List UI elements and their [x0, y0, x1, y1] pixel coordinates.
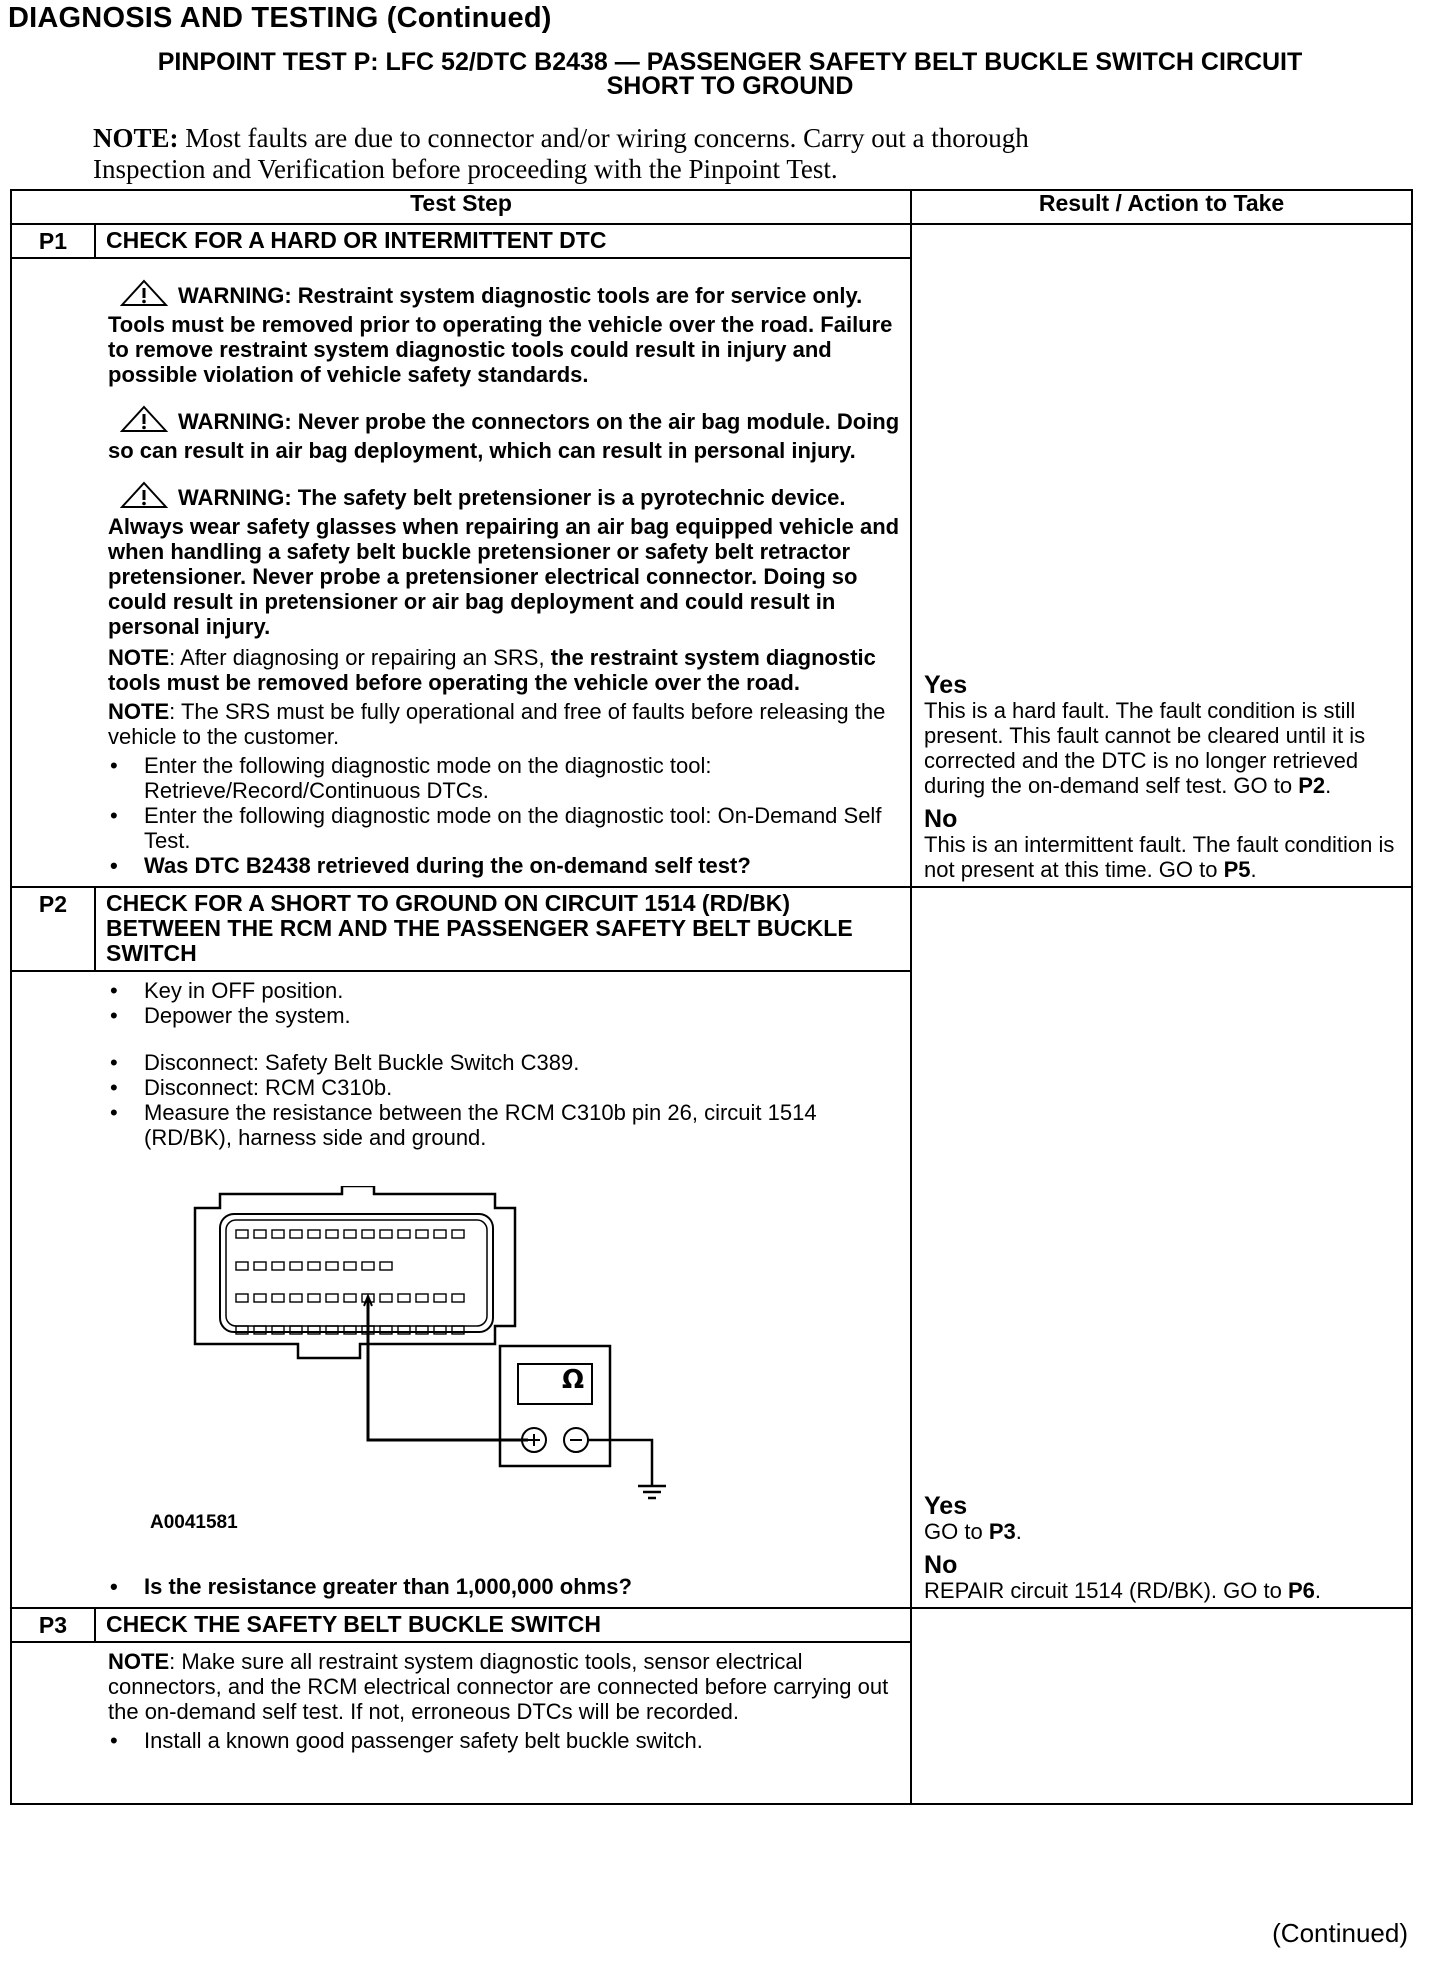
step-id-p1: P1 [11, 224, 95, 258]
result-p2-yes-text: GO to P3. [924, 1519, 1022, 1544]
test-title-line2: SHORT TO GROUND [606, 72, 854, 100]
step-p2-question-list [108, 1574, 900, 1599]
note-p1-1: NOTE: After diagnosing or repairing an SRS, the restraint system diagnostic tools must be removed before operating the vehicle over the road. [108, 645, 876, 695]
step-title-p2: CHECK FOR A SHORT TO GROUND ON CIRCUIT 1514 (RD/BK) BETWEEN THE RCM AND THE PASSENGER SAFETY BELT BUCKLE SWITCH [95, 887, 911, 971]
step-body-p2 [11, 971, 911, 1608]
connector-resistance-diagram [100, 1186, 740, 1566]
goto-p5-link[interactable]: P5 [1223, 857, 1251, 882]
list-item: • Depower the system. [108, 1003, 900, 1028]
intro-note-line2: Inspection and Verification before proceeding with the Pinpoint Test. [93, 154, 838, 184]
result-p2-yes-label: Yes [924, 1492, 968, 1520]
step-p2-actions-b [108, 1050, 900, 1150]
result-p2-no-label: No [924, 1551, 958, 1579]
table-header-row [11, 190, 1412, 224]
result-p1-yes-text: This is a hard fault. The fault condition is still present. This fault cannot be cleared until it is corrected and the DTC is no longer retrieved during the on-demand self test. GO to P2. [924, 698, 1366, 798]
warning-3: WARNING: The safety belt pretensioner is a pyrotechnic device. Always wear safety glasses when repairing an air bag equipped vehicle and when handling a safety belt buckle pretensioner or safety belt retractor pretensioner. Never probe a pretensioner electrical connector. Doing so could result in pretensioner or air bag deployment and could result in personal injury. [108, 481, 900, 639]
result-p2-no-text: REPAIR circuit 1514 (RD/BK). GO to P6. [924, 1578, 1321, 1603]
intro-note [93, 123, 1343, 185]
list-item: • Enter the following diagnostic mode on the diagnostic tool: On-Demand Self Test. [108, 803, 900, 853]
step-id-p3: P3 [11, 1608, 95, 1642]
note-p1-2: NOTE: The SRS must be fully operational and free of faults before releasing the vehicle to the customer. [108, 699, 886, 749]
step-p1-title-row [11, 224, 1412, 258]
warning-triangle-icon [120, 279, 168, 312]
intro-note-line1: Most faults are due to connector and/or wiring concerns. Carry out a thorough [178, 123, 1029, 153]
warning-triangle-icon [120, 481, 168, 514]
step-id-p2: P2 [11, 887, 95, 971]
list-item: • Measure the resistance between the RCM C310b pin 26, circuit 1514 (RD/BK), harness side and ground. [108, 1100, 900, 1150]
result-p1 [911, 224, 1412, 887]
figure-id: A0041581 [150, 1512, 238, 1533]
step-p2-title-row [11, 887, 1412, 971]
goto-p3-link[interactable]: P3 [988, 1519, 1016, 1544]
intro-note-label: NOTE: [93, 123, 179, 153]
result-p1-no-text: This is an intermittent fault. The fault condition is not present at this time. GO to P5. [924, 832, 1395, 882]
goto-p2-link[interactable]: P2 [1298, 773, 1326, 798]
result-p3 [911, 1608, 1412, 1804]
page-title: DIAGNOSIS AND TESTING (Continued) [8, 2, 552, 34]
connector-pins [236, 1230, 464, 1334]
step-p3-title-row [11, 1608, 1412, 1642]
step-title-p1: CHECK FOR A HARD OR INTERMITTENT DTC [95, 224, 911, 258]
test-title-line1: PINPOINT TEST P: LFC 52/DTC B2438 — PASSENGER SAFETY BELT BUCKLE SWITCH CIRCUIT [157, 48, 1303, 76]
note-p3: NOTE: Make sure all restraint system diagnostic tools, sensor electrical connectors, and the RCM electrical connector are connected before carrying out the on-demand self test. If not, erroneous DTCs will be recorded. [108, 1649, 889, 1724]
step-body-p1 [11, 258, 911, 887]
list-item: • Disconnect: Safety Belt Buckle Switch C389. [108, 1050, 900, 1075]
list-item: • Disconnect: RCM C310b. [108, 1075, 900, 1100]
list-item: • Enter the following diagnostic mode on the diagnostic tool: Retrieve/Record/Continuous DTCs. [108, 753, 900, 803]
result-header: Result / Action to Take [911, 190, 1412, 224]
list-item: • Install a known good passenger safety belt buckle switch. [108, 1728, 900, 1753]
goto-p6-link[interactable]: P6 [1287, 1578, 1315, 1603]
continued-label: (Continued) [1272, 1918, 1408, 1948]
probe-lead-negative [588, 1440, 652, 1486]
pinpoint-test-title [40, 50, 1420, 98]
pinpoint-test-table [10, 189, 1413, 1805]
list-item: • Key in OFF position. [108, 978, 900, 1003]
step-p1-question: • Was DTC B2438 retrieved during the on-demand self test? [108, 853, 900, 878]
pin-row-2 [236, 1262, 392, 1270]
ohm-symbol: Ω [561, 1365, 585, 1395]
test-step-header: Test Step [11, 190, 911, 224]
step-title-p3: CHECK THE SAFETY BELT BUCKLE SWITCH [95, 1608, 911, 1642]
pin-row-3 [236, 1294, 464, 1302]
step-p3-actions [108, 1728, 900, 1753]
warning-triangle-icon [120, 405, 168, 438]
step-body-p3 [11, 1642, 911, 1804]
step-p2-actions-a [108, 978, 900, 1028]
diagram-svg [100, 1186, 740, 1506]
step-p1-actions [108, 753, 900, 878]
step-p2-question: • Is the resistance greater than 1,000,000 ohms? [108, 1574, 900, 1599]
pin-row-1 [236, 1230, 464, 1238]
warning-1: WARNING: Restraint system diagnostic tools are for service only. Tools must be removed prior to operating the vehicle over the road. Failure to remove restraint system diagnostic tools could result in injury and possible violation of vehicle safety standards. [108, 279, 900, 387]
result-p1-yes-label: Yes [924, 671, 968, 699]
result-p2 [911, 887, 1412, 1608]
warning-2: WARNING: Never probe the connectors on the air bag module. Doing so can result in air bag deployment, which can result in personal injury. [108, 405, 900, 463]
result-p1-no-label: No [924, 805, 958, 833]
probe-lead-positive [368, 1298, 528, 1440]
